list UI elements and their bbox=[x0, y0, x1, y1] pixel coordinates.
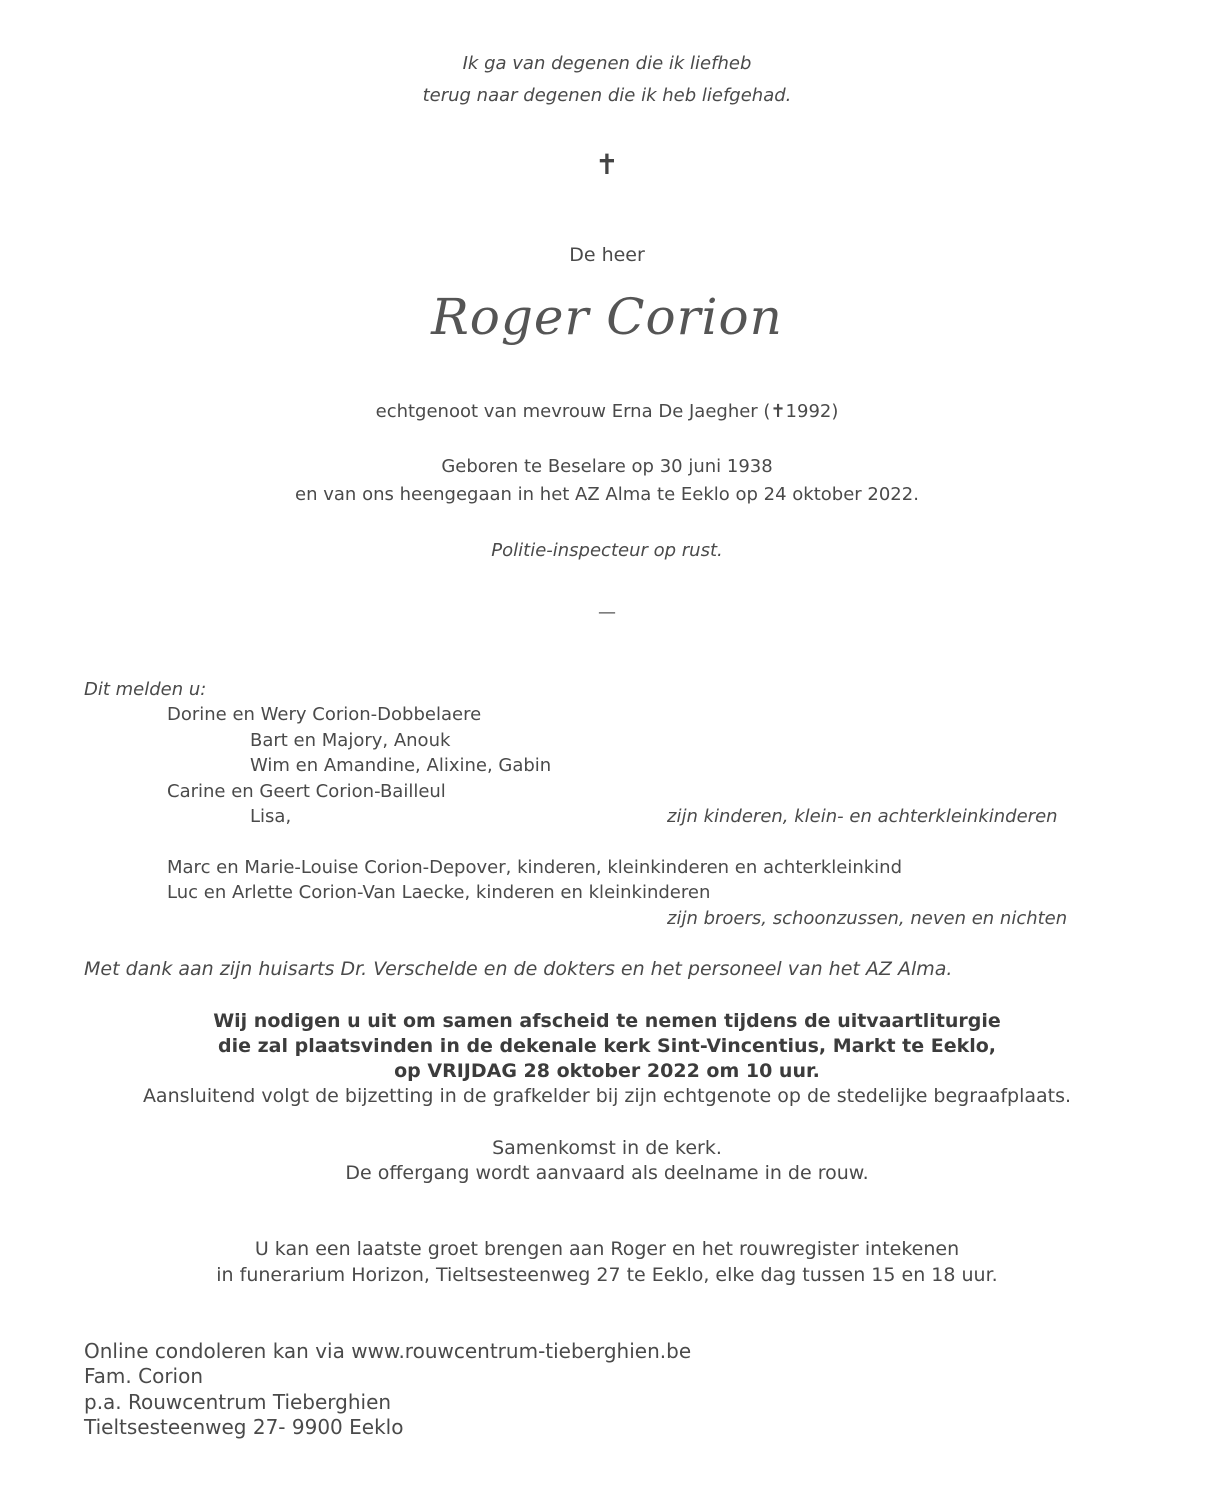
grandchild-line: Bart en Majory, Anouk bbox=[250, 730, 451, 751]
sibling-line: Marc en Marie-Louise Corion-Depover, kinderen, kleinkinderen en achterkleinkind bbox=[167, 857, 903, 878]
contact-address: Tieltsesteenweg 27- 9900 Eeklo bbox=[84, 1415, 404, 1439]
birth-line: Geboren te Beselare op 30 juni 1938 bbox=[441, 456, 773, 477]
burial-line: Aansluitend volgt de bijzetting in de grafkelder bij zijn echtgenote op de stedelijke begraafplaats. bbox=[142, 1085, 1072, 1107]
visit-line-2: in funerarium Horizon, Tieltsesteenweg 27 te Eeklo, elke dag tussen 15 en 18 uur. bbox=[216, 1264, 998, 1286]
poem-line-2: terug naar degenen die ik heb liefgehad. bbox=[422, 85, 792, 106]
gathering-line-2: De offergang wordt aanvaard als deelname in de rouw. bbox=[345, 1162, 869, 1184]
thanks-line: Met dank aan zijn huisarts Dr. Verschelde en de dokters en het personeel van het AZ Alma. bbox=[84, 958, 953, 980]
grandchild-line: Lisa, bbox=[250, 806, 292, 827]
children-role: zijn kinderen, klein- en achterkleinkinderen bbox=[667, 806, 1058, 827]
honorific: De heer bbox=[569, 244, 645, 266]
deceased-name: Roger Corion bbox=[431, 288, 783, 346]
invitation-line-3: op VRIJDAG 28 oktober 2022 om 10 uur. bbox=[394, 1060, 820, 1082]
cross-icon: ✝ bbox=[595, 148, 619, 181]
spouse-line: echtgenoot van mevrouw Erna De Jaegher (✝1992) bbox=[375, 401, 839, 422]
contact-care-of: p.a. Rouwcentrum Tieberghien bbox=[84, 1390, 392, 1414]
profession: Politie-inspecteur op rust. bbox=[491, 540, 723, 561]
child-line: Dorine en Wery Corion-Dobbelaere bbox=[167, 704, 482, 725]
poem-line-1: Ik ga van degenen die ik liefheb bbox=[462, 53, 752, 74]
death-line: en van ons heengegaan in het AZ Alma te Eeklo op 24 oktober 2022. bbox=[295, 484, 919, 505]
grandchild-line: Wim en Amandine, Alixine, Gabin bbox=[250, 755, 552, 776]
condolence-link[interactable]: Online condoleren kan via www.rouwcentrum-tieberghien.be bbox=[84, 1339, 692, 1363]
divider: — bbox=[598, 602, 616, 623]
sibling-line: Luc en Arlette Corion-Van Laecke, kinderen en kleinkinderen bbox=[167, 882, 711, 903]
invitation-line-2: die zal plaatsvinden in de dekenale kerk Sint-Vincentius, Markt te Eeklo, bbox=[217, 1035, 997, 1057]
visit-line-1: U kan een laatste groet brengen aan Roger en het rouwregister intekenen bbox=[254, 1238, 960, 1260]
contact-family: Fam. Corion bbox=[84, 1364, 204, 1388]
gathering-line-1: Samenkomst in de kerk. bbox=[492, 1137, 722, 1159]
invitation-line-1: Wij nodigen u uit om samen afscheid te nemen tijdens de uitvaartliturgie bbox=[213, 1010, 1001, 1032]
siblings-role: zijn broers, schoonzussen, neven en nichten bbox=[667, 908, 1068, 929]
family-intro: Dit melden u: bbox=[84, 679, 207, 700]
child-line: Carine en Geert Corion-Bailleul bbox=[167, 781, 446, 802]
